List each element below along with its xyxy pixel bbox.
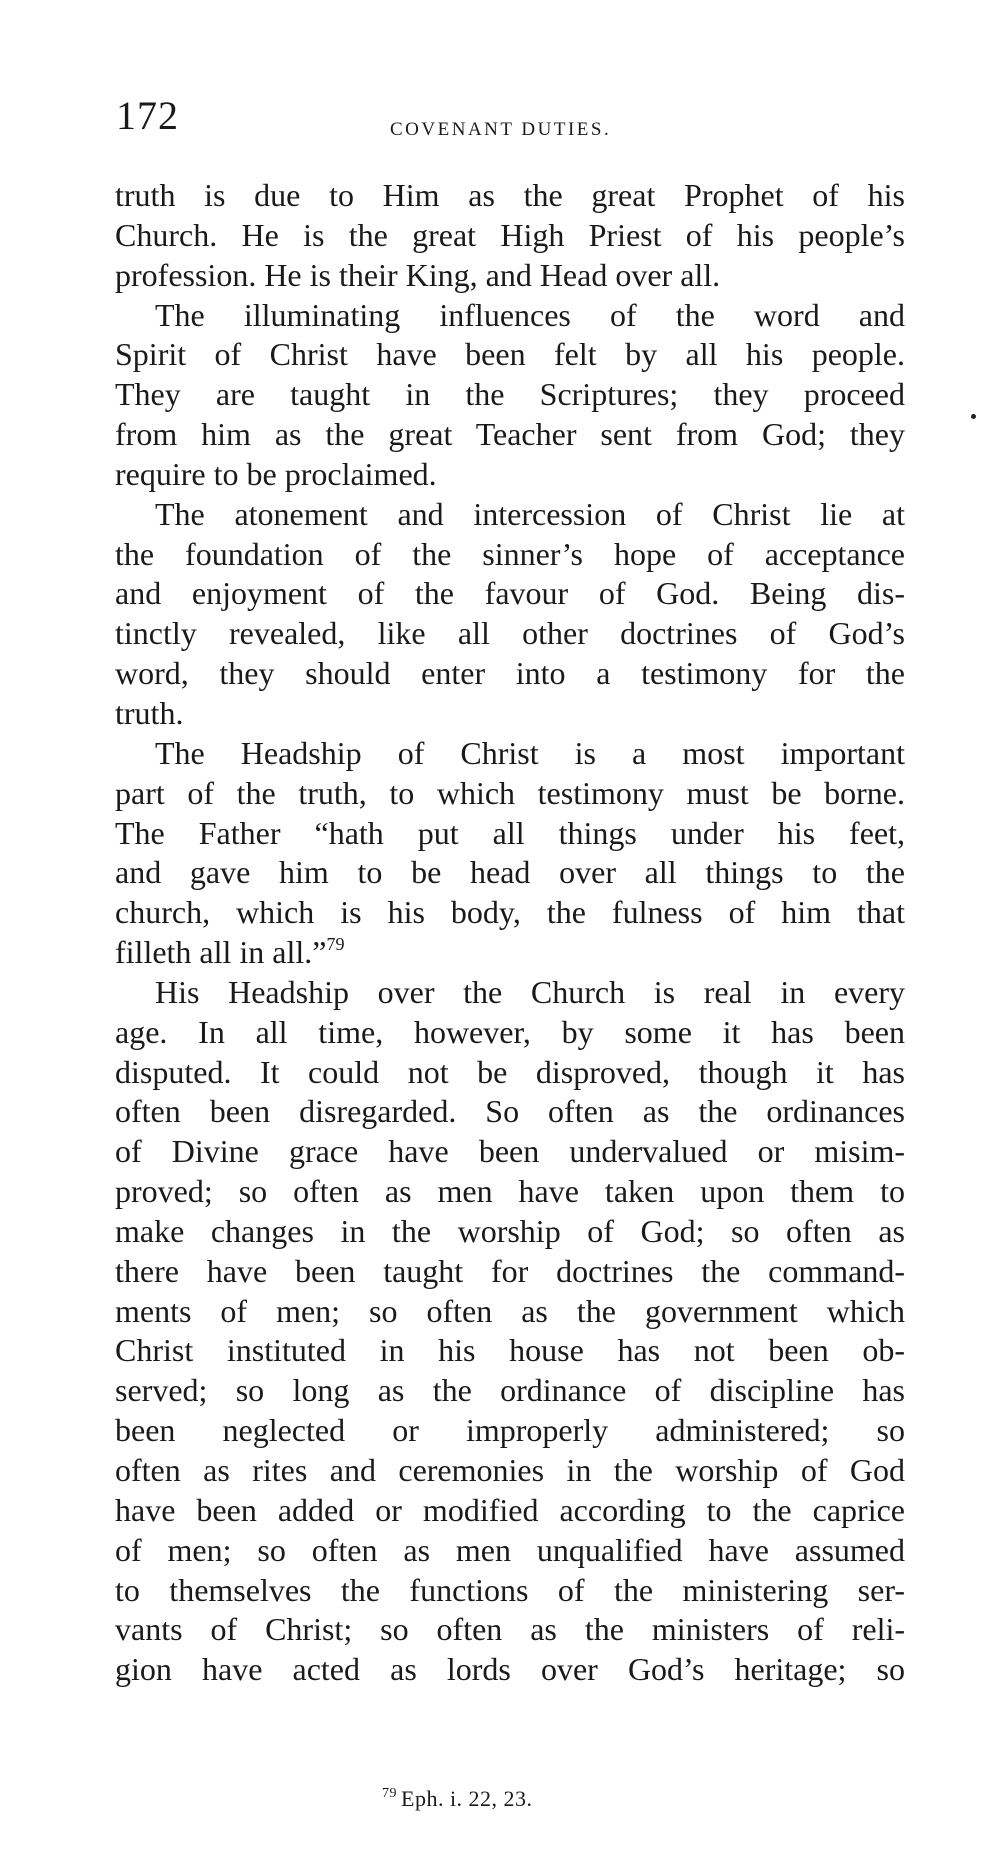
text-line: make changes in the worship of God; so often as <box>115 1212 905 1249</box>
text-line: truth is due to Him as the great Prophet of his <box>115 177 905 213</box>
text-line: ments of men; so often as the government which <box>115 1292 905 1329</box>
text-line: profession. He is their King, and Head over all. <box>115 256 721 293</box>
text-line: The atonement and intercession of Christ lie at <box>155 495 905 532</box>
text-line: and gave him to be head over all things to the <box>115 854 905 891</box>
text-line: the foundation of the sinner’s hope of acceptance <box>115 535 905 572</box>
line-text: filleth all in all.” <box>115 934 327 971</box>
text-line: The illuminating influences of the word and <box>155 296 905 333</box>
text-line: Christ instituted in his house has not been ob- <box>115 1332 905 1369</box>
text-line: been neglected or improperly administered; so <box>115 1412 905 1449</box>
text-line: from him as the great Teacher sent from God; they <box>115 416 905 453</box>
text-line: The Father “hath put all things under his feet, <box>115 814 905 851</box>
page-number: 172 <box>116 93 179 138</box>
ink-speck <box>971 414 976 419</box>
text-line: of men; so often as men unqualified have assumed <box>115 1531 905 1568</box>
text-line: and enjoyment of the favour of God. Being dis- <box>115 575 905 612</box>
text-line: truth. <box>115 694 184 731</box>
text-line: gion have acted as lords over God’s heritage; so <box>115 1651 905 1688</box>
text-line: to themselves the functions of the ministering ser- <box>115 1571 905 1608</box>
body-text <box>115 176 905 1690</box>
text-line: age. In all time, however, by some it has been <box>115 1013 905 1050</box>
text-line: part of the truth, to which testimony must be borne. <box>115 774 905 811</box>
footnote-reference: 79 <box>326 934 345 955</box>
text-line: His Headship over the Church is real in every <box>155 973 905 1010</box>
text-line: tinctly revealed, like all other doctrines of God’s <box>115 615 905 652</box>
footnote-number: 79 <box>382 1786 397 1801</box>
text-line-with-note <box>115 933 905 973</box>
text-line: Church. He is the great High Priest of his people’s <box>115 216 905 253</box>
text-line: Spirit of Christ have been felt by all his people. <box>115 336 905 373</box>
text-line: church, which is his body, the fulness of him that <box>115 894 905 931</box>
text-line: word, they should enter into a testimony for the <box>115 655 905 692</box>
text-line: The Headship of Christ is a most important <box>155 734 905 771</box>
text-line: disputed. It could not be disproved, though it has <box>115 1053 905 1090</box>
text-line: often as rites and ceremonies in the worship of God <box>115 1452 905 1488</box>
text-line: have been added or modified according to the caprice <box>115 1491 905 1528</box>
text-line: require to be proclaimed. <box>115 455 437 492</box>
text-line: served; so long as the ordinance of discipline has <box>115 1372 905 1409</box>
text-line: often been disregarded. So often as the ordinances <box>115 1093 905 1130</box>
text-line: proved; so often as men have taken upon them to <box>115 1173 905 1210</box>
text-line: They are taught in the Scriptures; they proceed <box>115 376 905 413</box>
text-line: there have been taught for doctrines the command- <box>115 1252 905 1289</box>
running-title: COVENANT DUTIES. <box>390 119 612 140</box>
footnote <box>382 1786 533 1812</box>
text-line: vants of Christ; so often as the ministers of reli- <box>115 1611 905 1648</box>
text-line: of Divine grace have been undervalued or misim- <box>115 1133 905 1170</box>
footnote-text: Eph. i. 22, 23. <box>401 1786 533 1811</box>
